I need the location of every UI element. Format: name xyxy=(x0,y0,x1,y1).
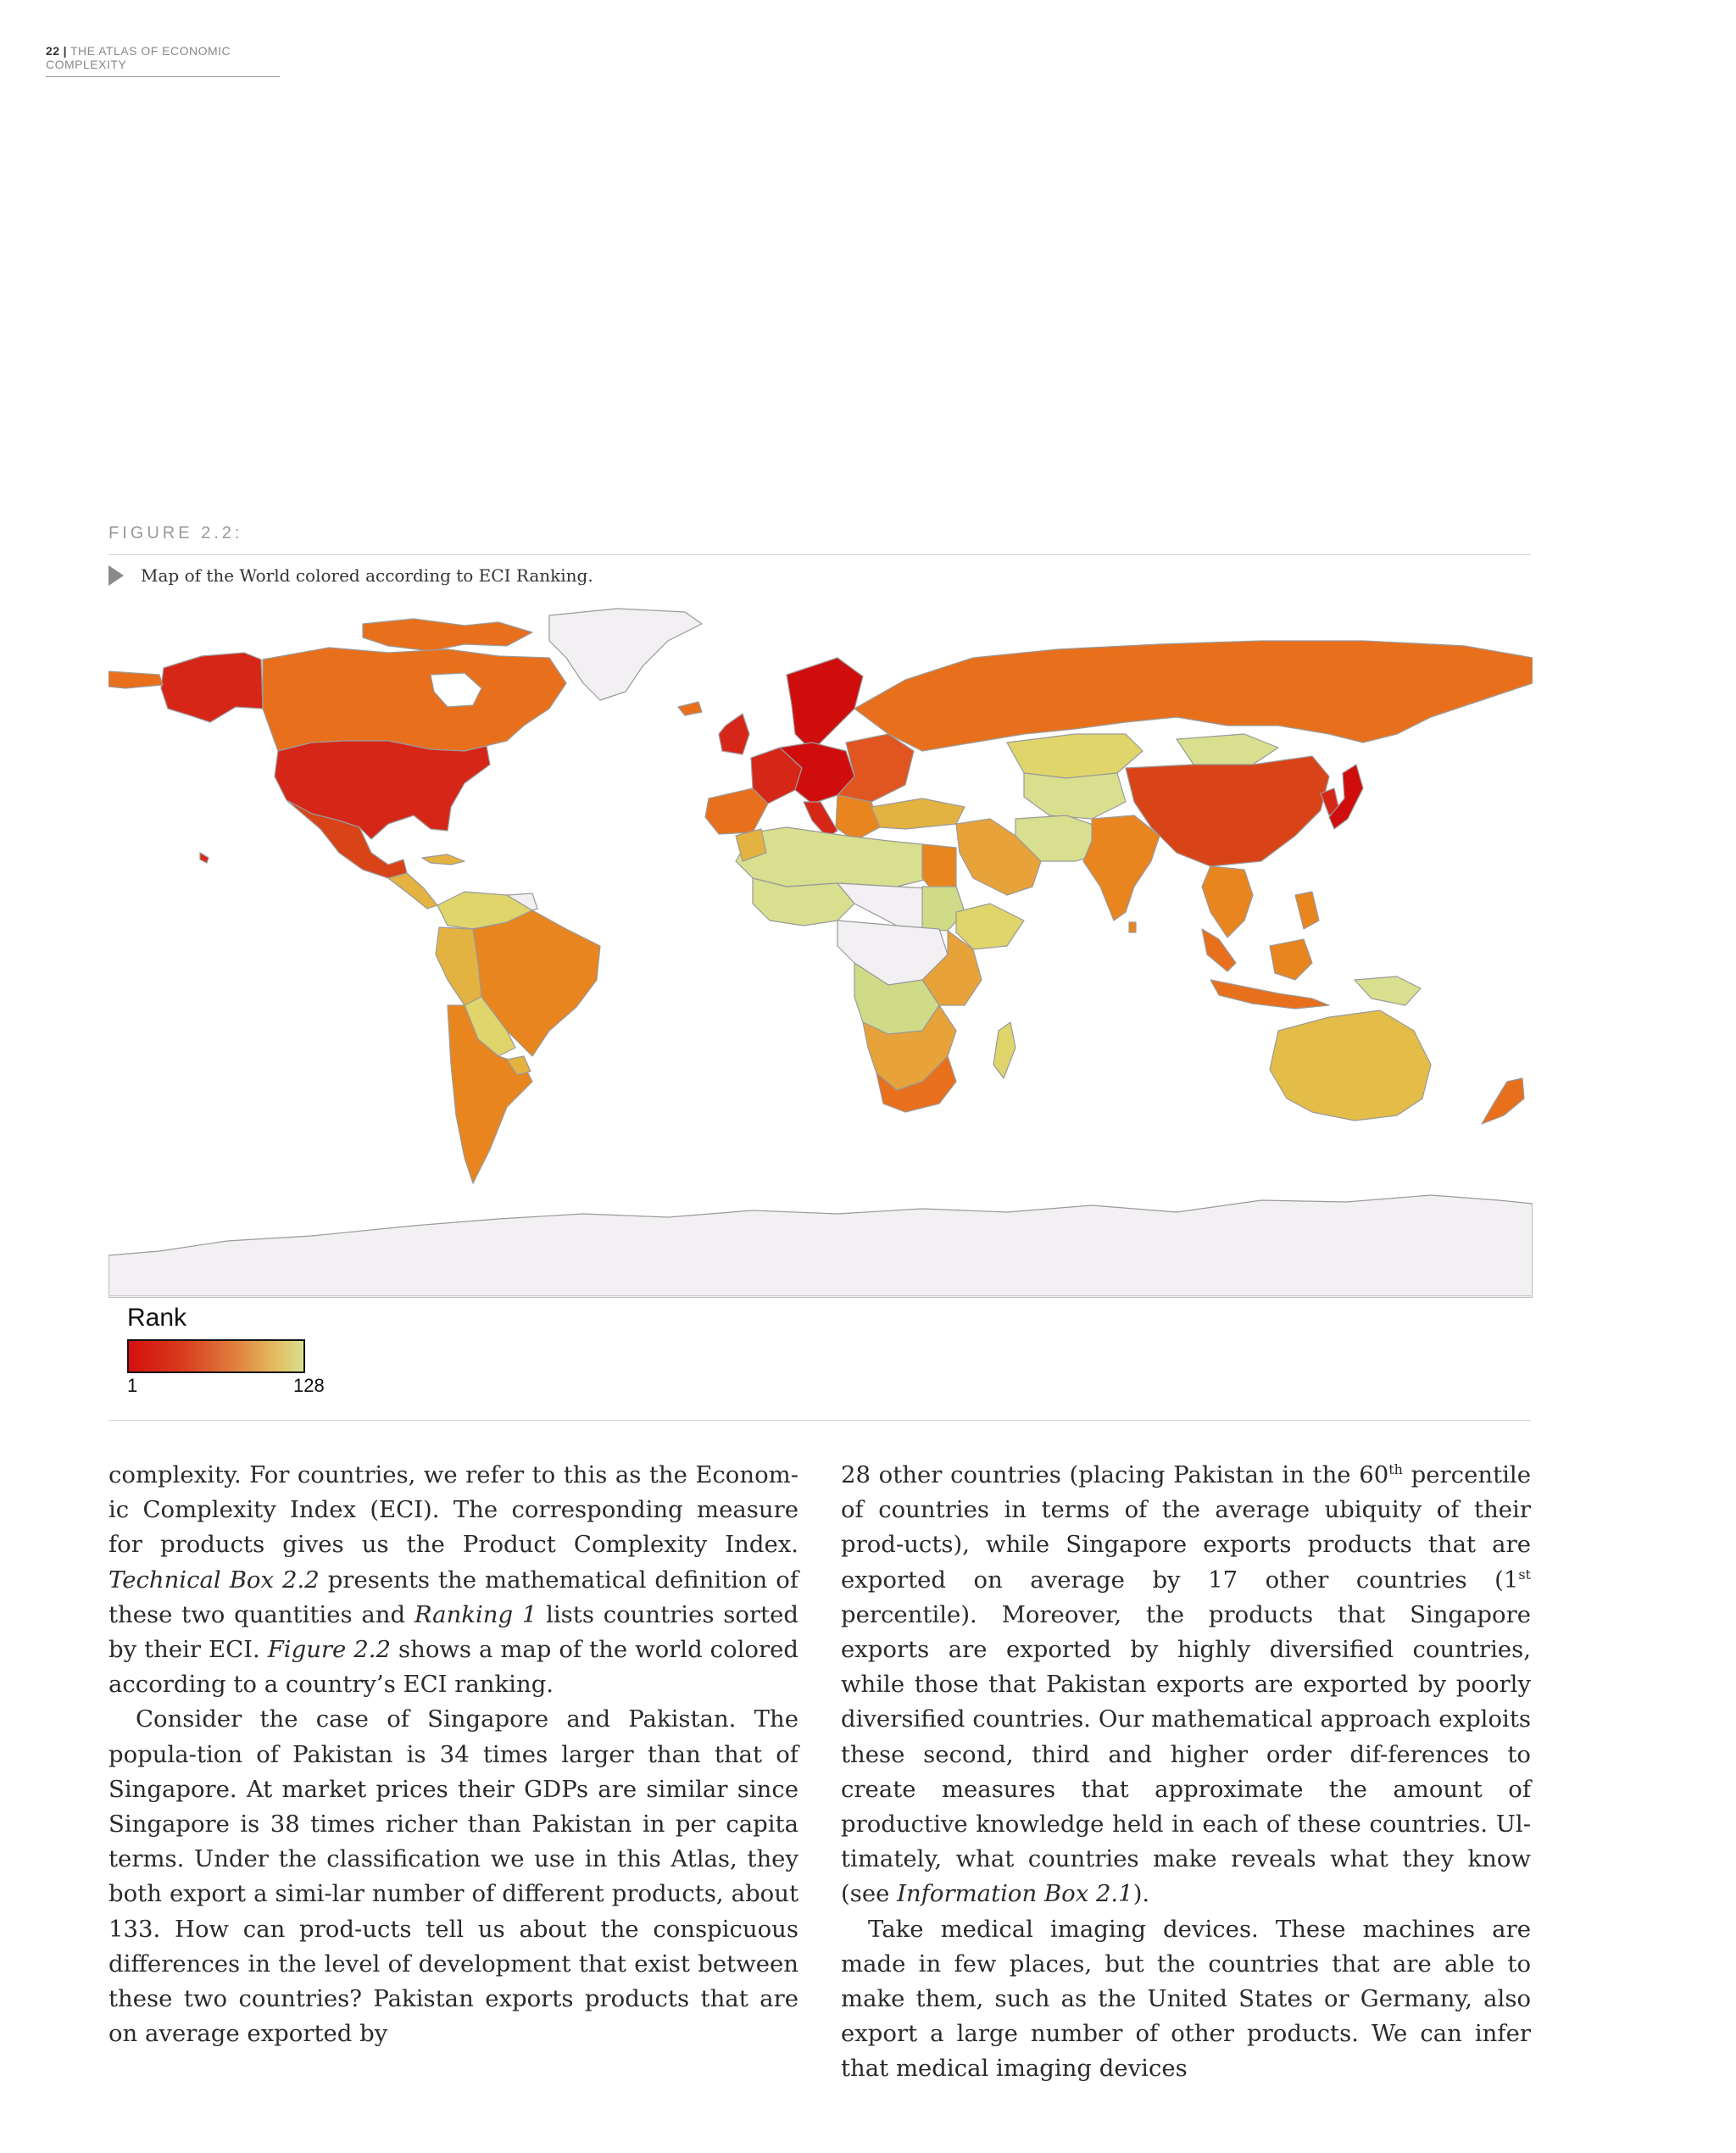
map-sri-lanka xyxy=(1129,922,1136,932)
reference-technical-box: Technical Box 2.2 xyxy=(108,1566,320,1594)
legend-max-label: 128 xyxy=(293,1375,325,1396)
map-borneo xyxy=(1270,939,1312,980)
figure-end-rule xyxy=(108,1420,1531,1421)
page-number: 22 xyxy=(46,44,60,58)
legend-min-label: 1 xyxy=(127,1375,138,1396)
map-uk-ireland xyxy=(719,714,749,754)
caption-arrow-icon xyxy=(108,565,124,586)
legend-title: Rank xyxy=(127,1304,187,1332)
map-china xyxy=(1126,756,1329,866)
map-malaysia xyxy=(1202,929,1236,971)
map-egypt xyxy=(922,844,956,888)
map-kazakhstan xyxy=(1007,734,1143,778)
reference-information-box: Information Box 2.1 xyxy=(897,1880,1133,1908)
figure-caption xyxy=(108,563,593,588)
map-north-africa xyxy=(736,827,931,887)
reference-figure: Figure 2.2 xyxy=(267,1636,392,1664)
map-scandinavia xyxy=(787,658,863,751)
map-central-america xyxy=(388,873,437,909)
map-madagascar xyxy=(993,1022,1015,1078)
reference-ranking: Ranking 1 xyxy=(414,1600,537,1628)
map-australia xyxy=(1270,1010,1431,1121)
figure-top-rule xyxy=(108,554,1531,555)
book-title: THE ATLAS OF ECONOMIC COMPLEXITY xyxy=(46,44,231,71)
map-indonesia xyxy=(1210,980,1329,1009)
map-alaska xyxy=(161,653,263,722)
map-central-asia xyxy=(1024,773,1126,819)
map-turkey-caucasus xyxy=(871,798,965,829)
body-column-right xyxy=(841,1458,1531,2087)
paragraph xyxy=(108,1458,798,1702)
figure-label: FIGURE 2.2: xyxy=(108,524,243,542)
text-run: percentile). Moreover, the products that Singapore exports are exported by highly diversified countries, while those that Pakistan exports are exported by poorly diversified countries. Our mathematical approach exploits these second, third and higher order dif-ferences to create measures that approximate the amount of productive knowledge held in each of these countries. Ul-timately, what countries make reveals what they know (see xyxy=(841,1600,1531,1908)
map-mongolia xyxy=(1177,734,1278,765)
map-alaska-tail xyxy=(108,671,163,688)
paragraph: Take medical imaging devices. These machines are made in few places, but the countries that are able to make them, such as the United States or Germany, also export a large number of other products. We can infer that medical imaging devices xyxy=(841,1915,1531,2083)
map-antarctica xyxy=(108,1195,1533,1298)
header-separator: | xyxy=(63,44,67,58)
text-run: ). xyxy=(1132,1880,1150,1908)
map-new-zealand xyxy=(1482,1078,1524,1124)
map-bottom-rule xyxy=(108,1295,1531,1296)
map-russia xyxy=(854,641,1533,751)
map-southeast-asia xyxy=(1202,866,1253,937)
map-iceland xyxy=(678,702,702,715)
text-run: percentile of countries in terms of the average ubiquity of their prod-ucts), while Singapore exports products that are exported on average by 17 other countries (1 xyxy=(841,1461,1531,1594)
text-run: lists countries sorted by their ECI. xyxy=(108,1600,798,1664)
body-column-left xyxy=(108,1458,798,2051)
superscript: th xyxy=(1388,1460,1403,1477)
text-run: 28 other countries (placing Pakistan in the 60 xyxy=(841,1461,1389,1488)
map-hawaii xyxy=(200,853,209,863)
rank-legend xyxy=(127,1304,331,1397)
text-run: complexity. For countries, we refer to this as the Econom-ic Complexity Index (ECI). The corresponding measure for products gives us the Product Complexity Index. xyxy=(108,1461,798,1559)
map-usa xyxy=(275,741,490,839)
map-caribbean xyxy=(422,854,465,865)
map-iberia xyxy=(705,788,768,834)
map-india xyxy=(1083,815,1160,921)
map-new-guinea xyxy=(1355,976,1421,1005)
superscript: st xyxy=(1518,1566,1531,1583)
paragraph: Consider the case of Singapore and Pakistan. The popula-tion of Pakistan is 34 times larger than that of Singapore. At market prices their GDPs are similar since Singapore is 38 times richer than Pakistan in per capita terms. Under the classification we use in this Atlas, they both export a simi-lar number of different products, about 133. How can prod-ucts tell us about the conspicuous differences in the level of development that exist between these two countries? Pakistan exports products that are on average exported by xyxy=(108,1705,798,2048)
running-header xyxy=(46,44,280,77)
figure-caption-text: Map of the World colored according to ECI Ranking. xyxy=(141,565,593,586)
map-greenland xyxy=(549,609,702,700)
paragraph xyxy=(841,1458,1531,1912)
text-run: shows a map of the world colored according to a country’s ECI ranking. xyxy=(108,1636,798,1699)
world-map xyxy=(108,607,1533,1298)
map-canada xyxy=(263,648,566,751)
map-philippines xyxy=(1295,892,1319,929)
map-canadian-arctic xyxy=(363,619,532,651)
map-ethiopia-horn xyxy=(956,904,1024,949)
legend-color-bar xyxy=(127,1339,305,1373)
text-run: presents the mathematical definition of these two quantities and xyxy=(108,1566,798,1628)
map-balkans xyxy=(836,795,880,841)
